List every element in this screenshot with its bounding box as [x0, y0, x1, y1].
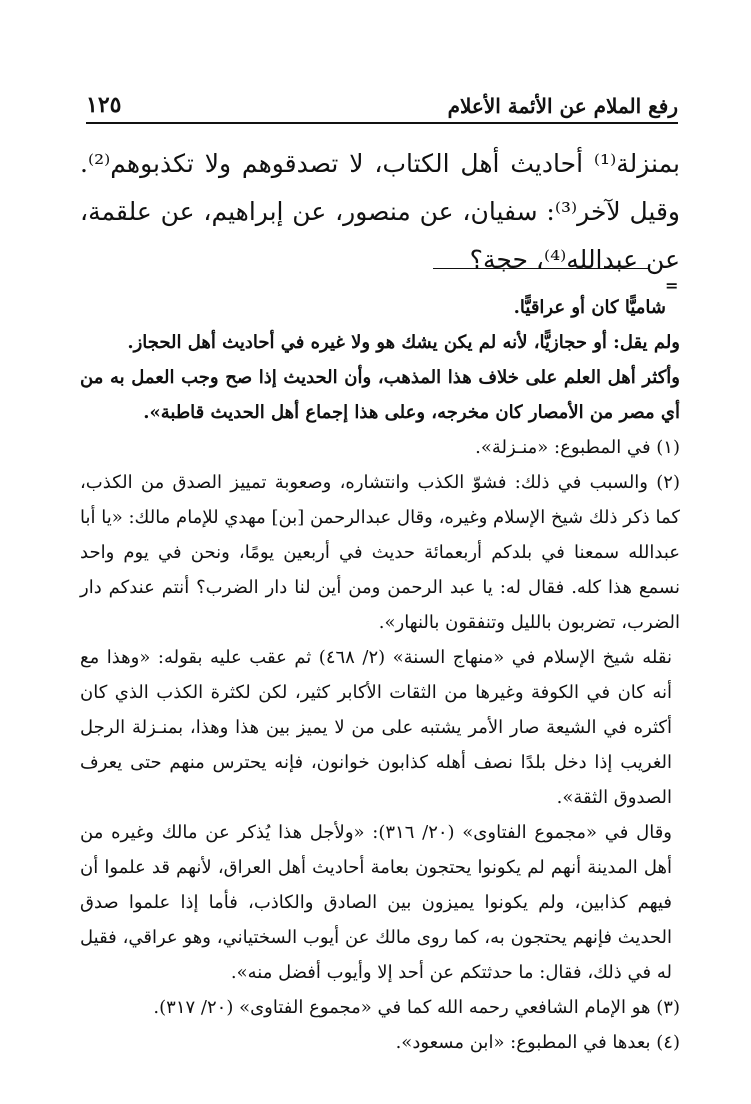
footnote-continuation-line: وأكثر أهل العلم على خلاف هذا المذهب، وأن الحديث إذا صح وجب العمل به من أي مصر من الأمصار كان مخرجه، وعلى هذا إجماع أهل الحديث قاطبة». — [80, 367, 680, 423]
footnote-1: (١) في المطبوع: «منـزلة». — [475, 437, 680, 458]
main-paragraph: بمنزلة⁽¹⁾ أحاديث أهل الكتاب، لا تصدقوهم ولا تكذبوهم⁽²⁾. وقيل لآخر⁽³⁾: سفيان، عن منصور، عن إبراهيم، عن علقمة، عن عبدالله⁽⁴⁾، حجة؟ — [80, 149, 681, 274]
footnote-2: (٢) والسبب في ذلك: فشوّ الكذب وانتشاره، وصعوبة تمييز الصدق من الكذب، كما ذكر ذلك شيخ الإسلام وغيره، وقال عبدالرحمن [بن] مهدي للإمام مالك: «يا أبا عبدالله سمعنا في بلدكم أربعمائة حديث في أربعين يومًا، ونحن في يوم واحد نسمع هذا كله. فقال له: يا عبد الرحمن ومن أين لنا دار الضرب؟ أنتم عندكم دار الضرب، تضربون بالليل وتنفقون بالنهار». — [80, 472, 680, 633]
book-title: رفع الملام عن الأئمة الأعلام — [447, 94, 678, 118]
footnote-2-quote: وقال في «مجموع الفتاوى» (٢٠/ ٣١٦): «ولأجل هذا يُذكر عن مالك وغيره من أهل المدينة أنهم لم يكونوا يحتجون بعامة أحاديث أهل العراق، لأنهم قد علموا أن فيهم كذابين، ولم يكونوا يميزون بين الصادق والكاذب، فأما إذا علموا صدق الحديث فإنهم يحتجون به، كما روى مالك عن أيوب السختياني، وهو عراقي، فقيل له في ذلك، فقال: ما حدثتكم عن أحد إلا وأيوب أفضل منه». — [80, 822, 672, 983]
footnotes — [80, 290, 680, 1060]
page-number: ١٢٥ — [86, 92, 122, 118]
continuation-mark: = — [665, 276, 679, 295]
main-text — [80, 140, 680, 284]
footnote-continuation-line: ولم يقل: أو حجازيًّا، لأنه لم يكن يشك هو ولا غيره في أحاديث أهل الحجاز. — [127, 332, 680, 353]
footnote-separator — [433, 268, 648, 269]
footnote-2-quote: نقله شيخ الإسلام في «منهاج السنة» (٢/ ٤٦٨) ثم عقب عليه بقوله: «وهذا مع أنه كان في الكوفة وغيرها من الثقات الأكابر كثير، لكن لكثرة الكذب الذي كان أكثره في الشيعة صار الأمر يشتبه على من لا يميز بين هذا وهذا، بمنـزلة الرجل الغريب إذا دخل بلدًا نصف أهله كذابون خوانون، فإنه يحترس منهم حتى يعرف الصدوق الثقة». — [80, 647, 672, 808]
footnote-continuation-line: شاميًّا كان أو عراقيًّا. — [513, 297, 666, 318]
running-header — [86, 86, 678, 124]
footnote-4: (٤) بعدها في المطبوع: «ابن مسعود». — [395, 1032, 680, 1053]
footnote-3: (٣) هو الإمام الشافعي رحمه الله كما في «مجموع الفتاوى» (٢٠/ ٣١٧). — [153, 997, 680, 1018]
